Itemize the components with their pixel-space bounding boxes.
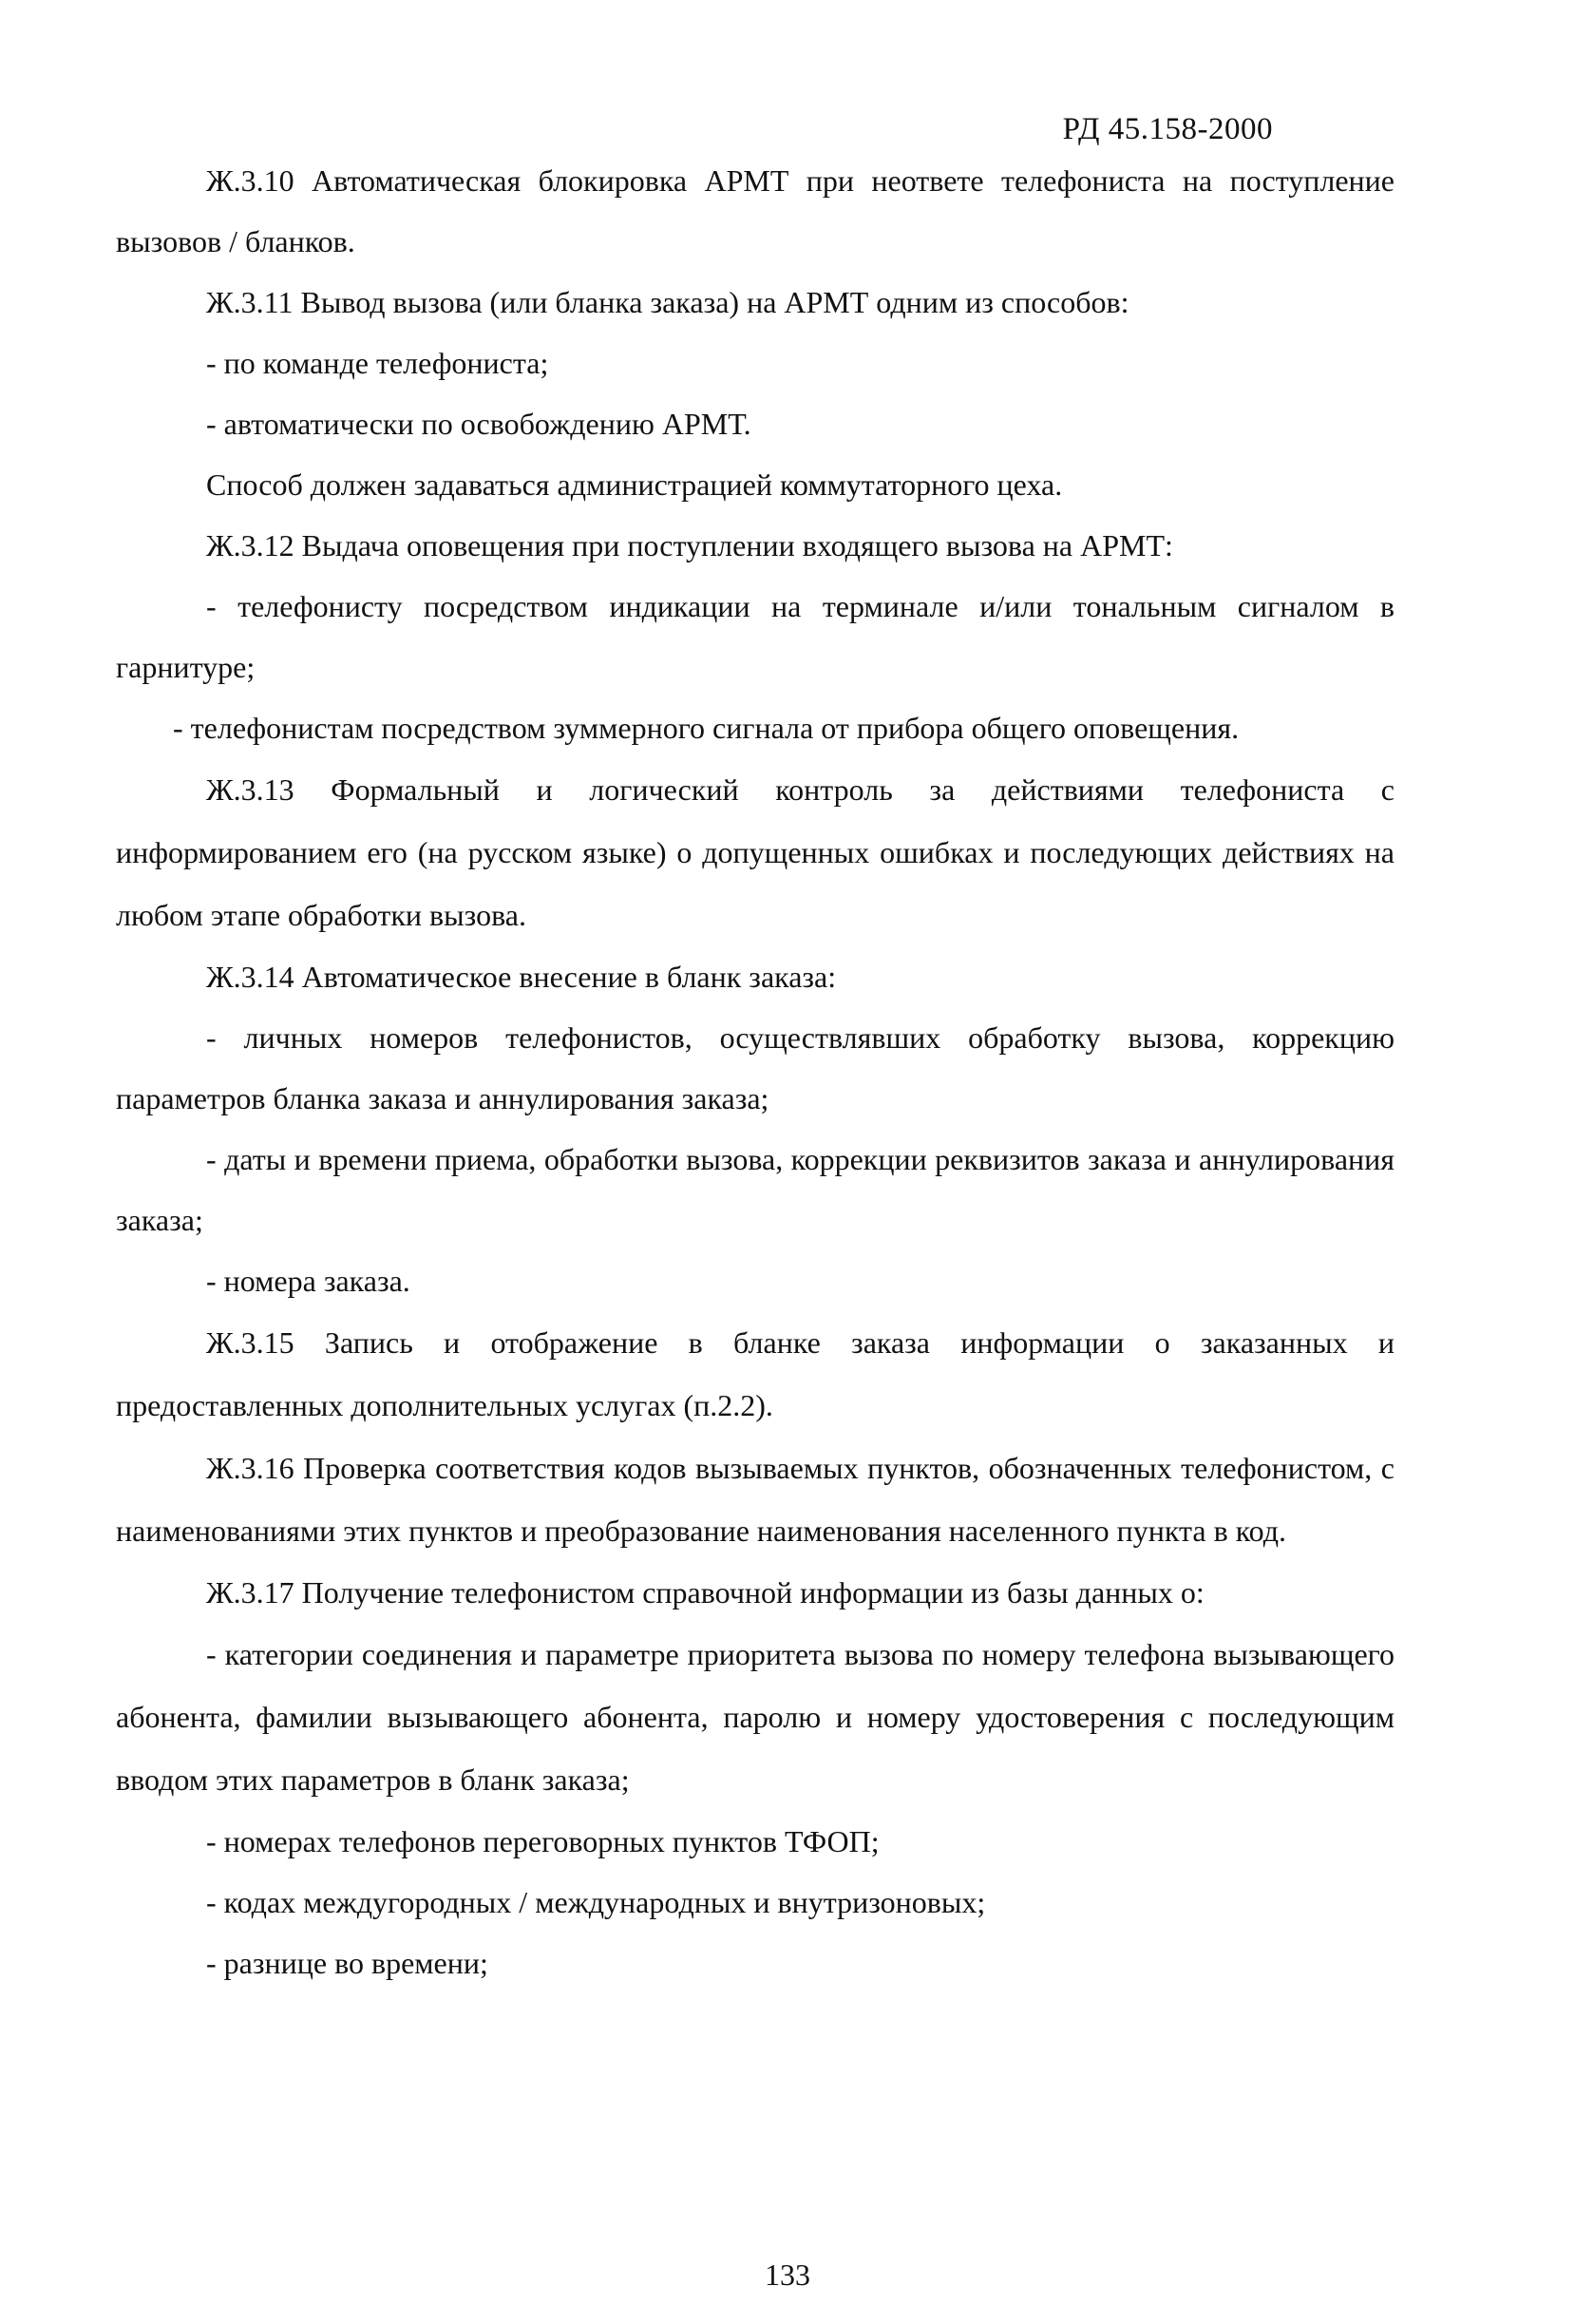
paragraph-method-note: Способ должен задаваться администрацией коммутаторного цеха. [206, 467, 1063, 502]
paragraph-zh-3-16: Ж.3.16 Проверка соответствия кодов вызываемых пунктов, обозначенных телефонистом, с наименованиями этих пунктов и преобразование наименования населенного пункта в код. [116, 1451, 1395, 1548]
list-item: - автоматически по освобождению АРМТ. [206, 407, 751, 441]
list-item: - номера заказа. [206, 1264, 410, 1298]
list-item: - кодах междугородных / международных и внутризоновых; [206, 1885, 986, 1919]
document-body [116, 150, 1395, 1993]
list-item: - телефонистам посредством зуммерного сигнала от прибора общего оповещения. [173, 711, 1240, 745]
list-item: - номерах телефонов переговорных пунктов ТФОП; [206, 1824, 880, 1858]
paragraph-zh-3-12: Ж.3.12 Выдача оповещения при поступлении входящего вызова на АРМТ: [206, 528, 1173, 562]
list-item: - личных номеров телефонистов, осуществлявших обработку вызова, коррекцию параметров бланка заказа и аннулирования заказа; [116, 1020, 1395, 1115]
list-item: - разнице во времени; [206, 1946, 488, 1980]
list-item: - даты и времени приема, обработки вызова, коррекции реквизитов заказа и аннулирования заказа; [116, 1142, 1395, 1237]
list-item: - по команде телефониста; [206, 346, 549, 380]
paragraph-zh-3-10: Ж.3.10 Автоматическая блокировка АРМТ при неответе телефониста на поступление вызовов / бланков. [116, 163, 1395, 258]
list-item: - категории соединения и параметре приоритета вызова по номеру телефона вызывающего абонента, фамилии вызывающего абонента, паролю и номеру удостоверения с последующим вводом этих параметров в бланк заказа; [116, 1637, 1395, 1797]
paragraph-zh-3-13: Ж.3.13 Формальный и логический контроль за действиями телефониста с информированием его (на русском языке) о допущенных ошибках и последующих действиях на любом этапе обработки вызова. [116, 772, 1395, 932]
paragraph-zh-3-14: Ж.3.14 Автоматическое внесение в бланк заказа: [206, 960, 837, 994]
paragraph-zh-3-17: Ж.3.17 Получение телефонистом справочной информации из базы данных о: [206, 1575, 1205, 1610]
document-code: РД 45.158-2000 [1062, 112, 1273, 146]
paragraph-zh-3-15: Ж.3.15 Запись и отображение в бланке заказа информации о заказанных и предоставленных дополнительных услугах (п.2.2). [116, 1325, 1395, 1422]
paragraph-zh-3-11: Ж.3.11 Вывод вызова (или бланка заказа) на АРМТ одним из способов: [206, 285, 1129, 319]
page-number: 133 [765, 2257, 810, 2292]
list-item: - телефонисту посредством индикации на терминале и/или тональным сигналом в гарнитуре; [116, 589, 1395, 684]
